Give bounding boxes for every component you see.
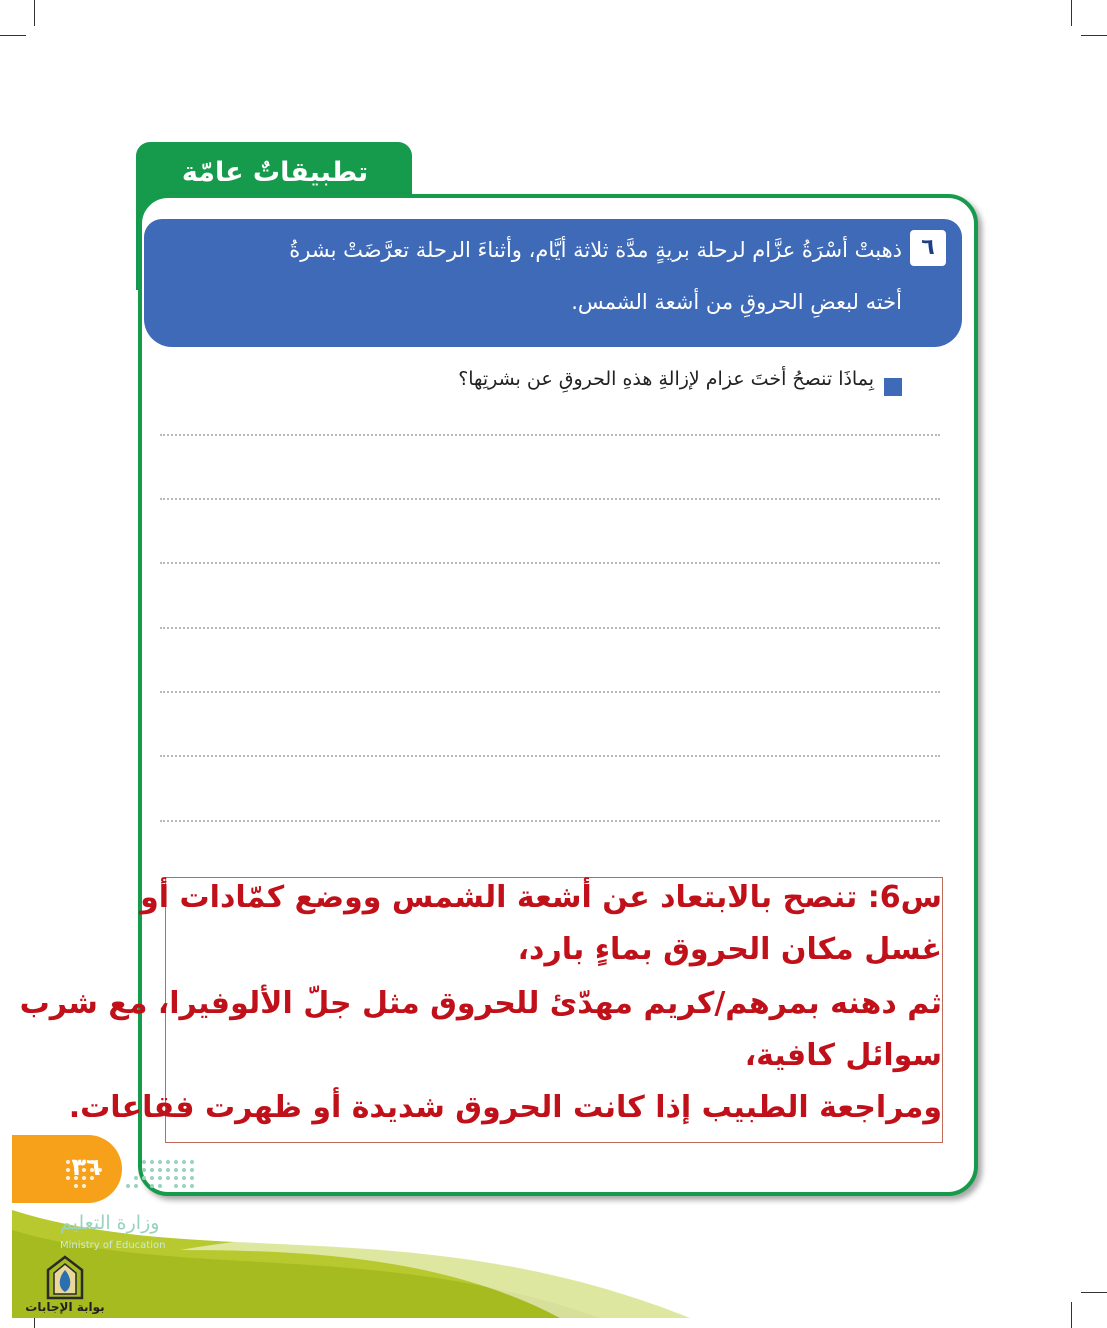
question-text-line-2: أخته لبعضِ الحروقِ من أشعة الشمس.	[571, 290, 902, 314]
answer-line-5: ومراجعة الطبيب إذا كانت الحروق شديدة أو ظهرت فقاعات.	[68, 1090, 942, 1125]
answer-dotted-line[interactable]	[160, 820, 940, 822]
crop-mark	[1071, 1302, 1072, 1328]
answer-dotted-line[interactable]	[160, 755, 940, 757]
ministry-name: وزارة التعليم	[60, 1212, 160, 1234]
crop-mark	[1081, 35, 1107, 36]
answer-dotted-line[interactable]	[160, 691, 940, 693]
answer-line-2: غسل مكان الحروق بماءٍ بارد،	[517, 932, 942, 967]
crop-mark	[1071, 0, 1072, 26]
answer-dotted-line[interactable]	[160, 434, 940, 436]
section-title: تطبيقاتٌ عامّة	[181, 157, 369, 188]
page-number: ٣٦	[71, 1153, 101, 1181]
answer-dotted-line[interactable]	[160, 562, 940, 564]
answer-dotted-line[interactable]	[160, 627, 940, 629]
answer-line-3: ثم دهنه بمرهم/كريم مهدّئ للحروق مثل جلّ الألوفيرا، مع شرب	[19, 986, 942, 1021]
sub-question: بِماذَا تنصحُ أختَ عزام لإزالةِ هذهِ الحروقِ عن بشرتِها؟	[458, 368, 874, 390]
bullet-square-icon	[884, 378, 902, 396]
answer-dotted-line[interactable]	[160, 498, 940, 500]
answers-portal-logo-icon[interactable]	[42, 1254, 88, 1300]
question-number: ٦	[910, 230, 946, 266]
answer-line-4: سوائل كافية،	[744, 1038, 942, 1073]
crop-mark	[1081, 1292, 1107, 1293]
crop-mark	[34, 0, 35, 26]
answers-portal-label[interactable]: بوابة الإجابات	[25, 1300, 105, 1314]
answer-line-1: س6: تنصح بالابتعاد عن أشعة الشمس ووضع كمّادات أو	[140, 880, 942, 915]
question-text-line-1: ذهبتْ أسْرَةُ عزَّام لرحلة بريةٍ مدَّة ثلاثة أيَّام، وأثناءَ الرحلة تعرَّضَتْ بشرةُ	[289, 238, 902, 262]
ministry-name-en: Ministry of Education	[60, 1240, 166, 1251]
crop-mark	[0, 35, 26, 36]
